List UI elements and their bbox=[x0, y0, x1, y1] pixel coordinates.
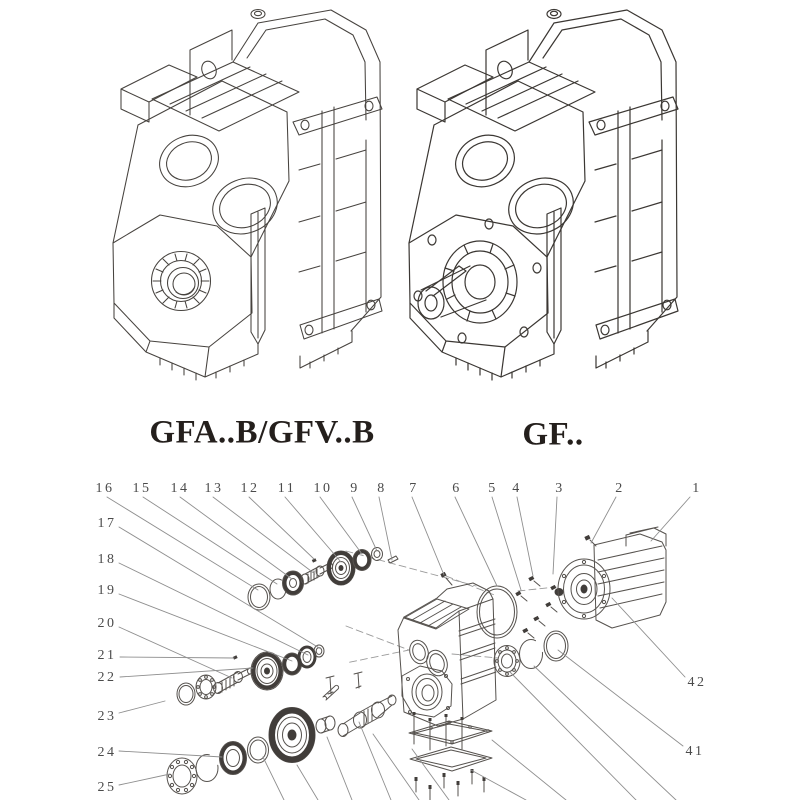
leader-line-cut bbox=[471, 770, 526, 800]
output-shaft-assembly bbox=[167, 672, 396, 794]
callout-number-24: 24 bbox=[97, 745, 117, 760]
callout-number-1: 1 bbox=[692, 481, 702, 496]
leader-line-cut bbox=[263, 757, 284, 800]
output-shaft bbox=[338, 695, 396, 737]
leader-line-cut bbox=[492, 740, 566, 800]
leader-line-25 bbox=[119, 774, 170, 785]
motor-flange-gasket bbox=[477, 586, 517, 638]
callout-number-3: 3 bbox=[555, 481, 565, 496]
callout-number-14: 14 bbox=[170, 481, 190, 496]
leader-line-14 bbox=[180, 497, 292, 579]
exploded-housing bbox=[398, 583, 496, 726]
leader-line-cut bbox=[510, 672, 636, 800]
leader-line-15 bbox=[143, 497, 277, 584]
callout-number-4: 4 bbox=[512, 481, 522, 496]
model-label-left: GFA..B/GFV..B bbox=[149, 414, 375, 451]
callout-number-42: 42 bbox=[687, 675, 707, 690]
callout-number-2: 2 bbox=[615, 481, 625, 496]
leader-line-cut bbox=[327, 737, 352, 800]
output-flange-and-shaft bbox=[409, 215, 548, 347]
rolling-bearing-large bbox=[167, 758, 197, 794]
gearbox-illustration-hollow-shaft bbox=[113, 10, 382, 381]
leader-line-16 bbox=[107, 497, 258, 590]
leader-line-3 bbox=[553, 497, 557, 574]
gear-medium bbox=[251, 652, 283, 690]
flange-bolts bbox=[515, 576, 563, 638]
leader-line-18 bbox=[119, 563, 308, 655]
leader-line-12 bbox=[249, 497, 314, 559]
electric-motor bbox=[558, 527, 666, 628]
callout-number-17: 17 bbox=[97, 516, 117, 531]
leader-line-17 bbox=[119, 527, 321, 649]
callout-number-11: 11 bbox=[277, 481, 297, 496]
assembly-axis-dashes bbox=[346, 551, 556, 663]
output-bearing-set bbox=[494, 631, 568, 677]
callout-number-12: 12 bbox=[240, 481, 260, 496]
leader-line-19 bbox=[119, 594, 292, 661]
leader-line-7 bbox=[412, 497, 444, 575]
callout-number-15: 15 bbox=[132, 481, 152, 496]
callout-number-13: 13 bbox=[204, 481, 224, 496]
leader-line-6 bbox=[455, 497, 497, 586]
rolling-bearing bbox=[196, 675, 216, 699]
leader-line-4 bbox=[517, 497, 533, 576]
hollow-shaft-bearing-face bbox=[113, 215, 252, 347]
exploded-view bbox=[107, 497, 690, 800]
callout-number-21: 21 bbox=[97, 648, 117, 663]
leader-line-13 bbox=[213, 497, 315, 574]
callout-number-23: 23 bbox=[97, 709, 117, 724]
leader-line-cut bbox=[373, 734, 419, 800]
callout-number-25: 25 bbox=[97, 780, 117, 795]
intermediate-shaft-assembly bbox=[177, 645, 324, 705]
leader-line-5 bbox=[492, 497, 521, 590]
leader-line-9 bbox=[352, 497, 377, 551]
callout-number-20: 20 bbox=[97, 616, 117, 631]
gear-large bbox=[269, 708, 315, 763]
gearbox-illustration-solid-shaft bbox=[409, 10, 678, 381]
leader-line-24 bbox=[119, 751, 222, 757]
gear-small bbox=[327, 551, 355, 585]
leader-line-22 bbox=[120, 668, 253, 677]
leader-line-11 bbox=[285, 497, 341, 562]
leader-line-42 bbox=[612, 598, 685, 677]
t-bolt bbox=[326, 676, 334, 694]
leader-line-41 bbox=[558, 650, 683, 746]
t-bolt bbox=[354, 672, 362, 688]
callout-number-7: 7 bbox=[409, 481, 419, 496]
leader-line-21 bbox=[120, 657, 234, 658]
base-gasket-and-pan bbox=[409, 712, 492, 800]
callout-number-19: 19 bbox=[97, 583, 117, 598]
callout-number-41: 41 bbox=[685, 744, 705, 759]
snap-ring bbox=[520, 640, 543, 669]
callout-number-8: 8 bbox=[377, 481, 387, 496]
callout-number-6: 6 bbox=[452, 481, 462, 496]
callout-number-5: 5 bbox=[488, 481, 498, 496]
leader-line-2 bbox=[591, 497, 616, 543]
callout-number-18: 18 bbox=[97, 552, 117, 567]
model-label-right: GF.. bbox=[522, 416, 584, 453]
callout-number-16: 16 bbox=[95, 481, 115, 496]
leader-line-1 bbox=[651, 497, 690, 541]
leader-line-cut bbox=[359, 722, 391, 800]
leader-line-8 bbox=[379, 497, 392, 560]
callout-number-22: 22 bbox=[97, 670, 117, 685]
callout-number-9: 9 bbox=[350, 481, 360, 496]
leader-line-23 bbox=[119, 701, 165, 713]
callout-number-10: 10 bbox=[313, 481, 333, 496]
leader-line-cut bbox=[297, 765, 318, 800]
circlip-large bbox=[196, 755, 218, 782]
